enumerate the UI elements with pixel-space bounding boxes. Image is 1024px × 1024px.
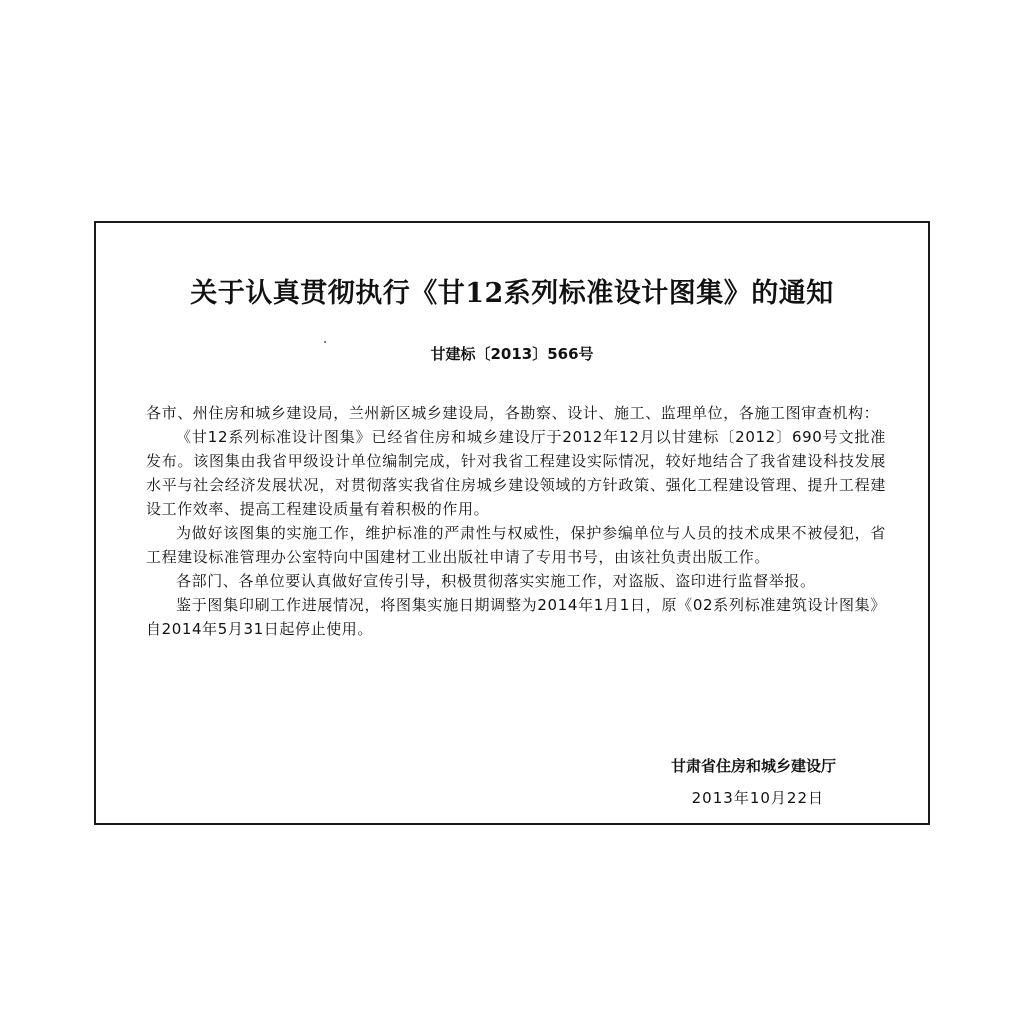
document-number: 甘建标〔2013〕566号 — [430, 345, 594, 363]
paragraph-2: 为做好该图集的实施工作，维护标准的严肃性与权威性，保护参编单位与人员的技术成果不被侵犯，省工程建设标准管理办公室特向中国建材工业出版社申请了专用书号，由该社负责出版工作。 — [146, 524, 886, 566]
notice-body — [146, 401, 886, 641]
salutation: 各市、州住房和城乡建设局，兰州新区城乡建设局，各勘察、设计、施工、监理单位，各施工图审查机构： — [146, 404, 880, 422]
notice-frame — [94, 221, 930, 825]
paragraph-3: 各部门、各单位要认真做好宣传引导，积极贯彻落实实施工作，对盗版、盗印进行监督举报。 — [176, 572, 816, 590]
notice-title: 关于认真贯彻执行《甘12系列标准设计图集》的通知 — [190, 278, 834, 309]
issuer-name: 甘肃省住房和城乡建设厅 — [670, 757, 836, 775]
paragraph-1: 《甘12系列标准设计图集》已经省住房和城乡建设厅于2012年12月以甘建标〔2012〕690号文批准发布。该图集由我省甲级设计单位编制完成，针对我省工程建设实际情况，较好地结合了我省建设科技发展水平与社会经济发展状况，对贯彻落实我省住房城乡建设领域的方针政策、强化工程建设管理、提升工程建设工作效率、提高工程建设质量有着积极的作用。 — [146, 428, 886, 518]
paragraph-4: 鉴于图集印刷工作进展情况，将图集实施日期调整为2014年1月1日，原《02系列标准建筑设计图集》自2014年5月31日起停止使用。 — [146, 596, 886, 638]
issue-date: 2013年10月22日 — [691, 789, 824, 807]
